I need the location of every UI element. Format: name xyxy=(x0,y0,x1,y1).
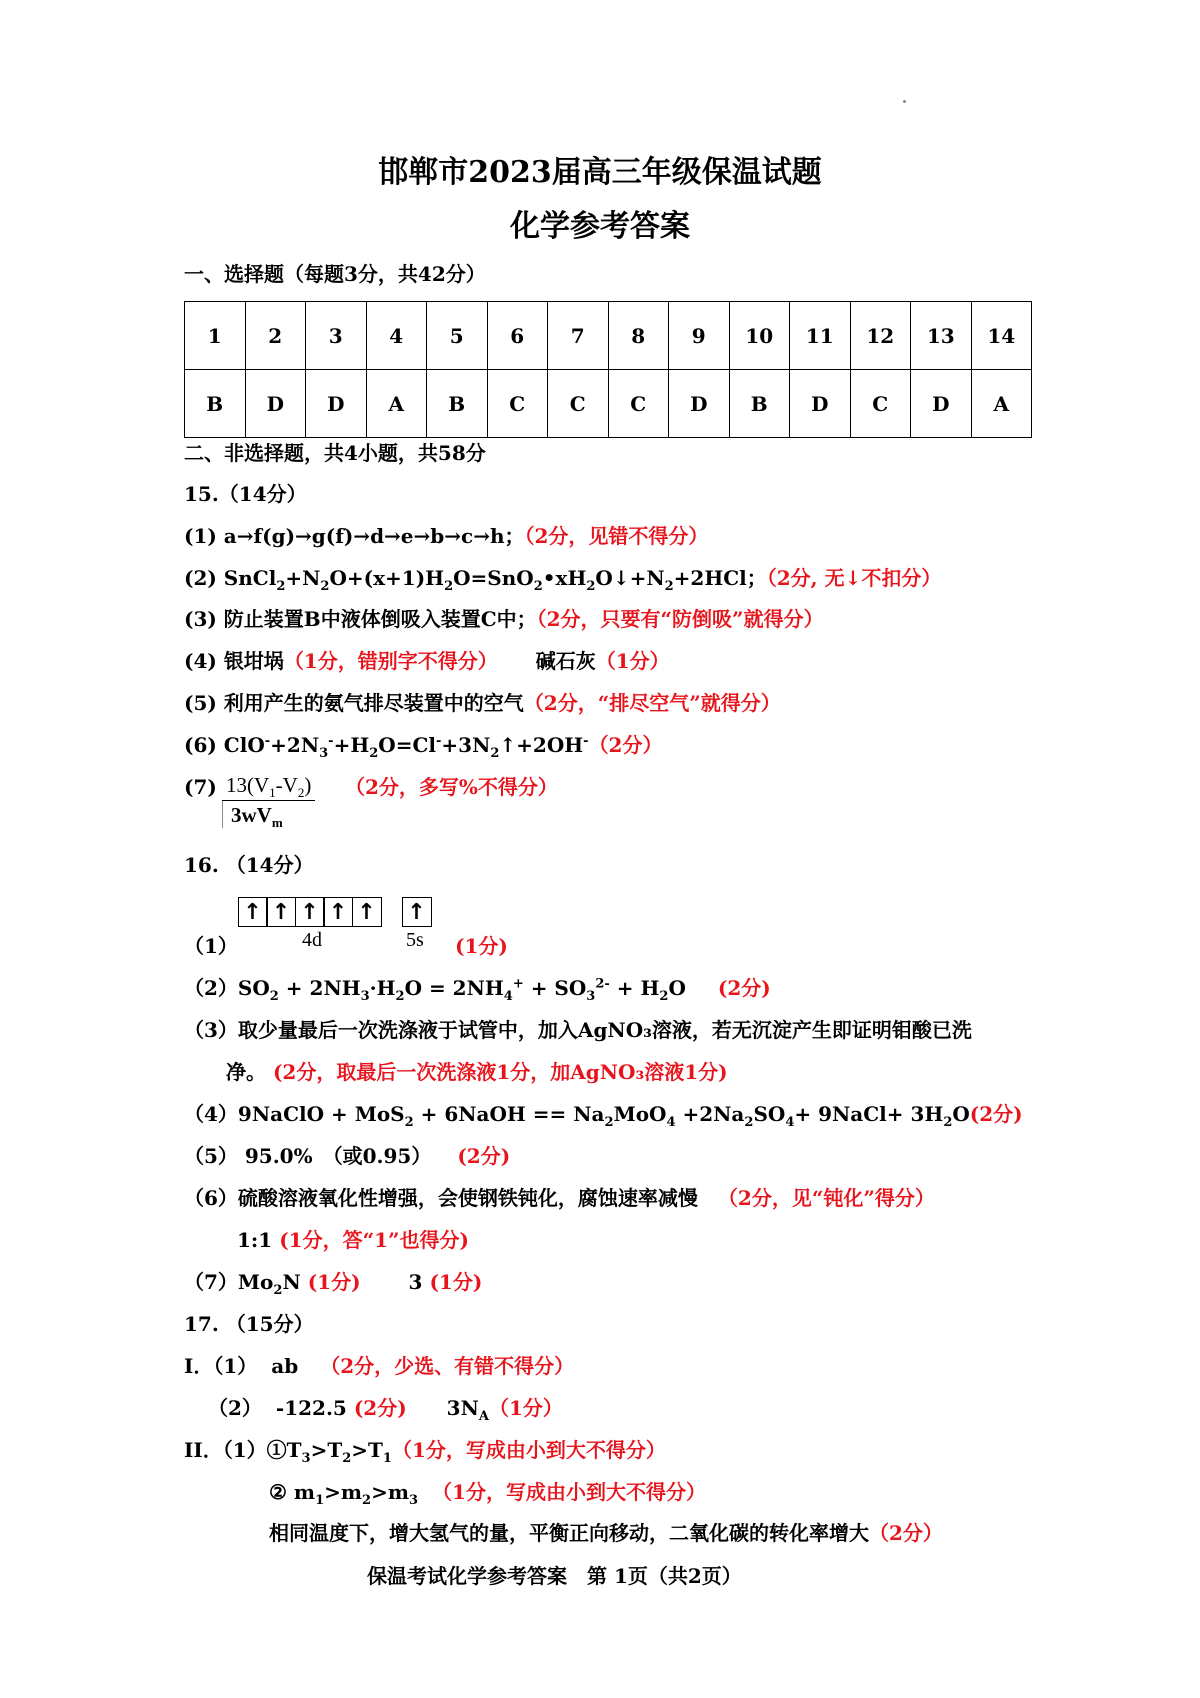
q15-part7-label: (7) xyxy=(184,775,217,799)
orbital-5s xyxy=(403,897,432,927)
q16-part5-note: (2分) xyxy=(457,1144,511,1168)
question-number-cell: 10 xyxy=(729,302,790,370)
orbital-4d-label: 4d xyxy=(302,929,322,951)
q15-part2 xyxy=(184,565,942,594)
q16-part7-note1: (1分) xyxy=(307,1270,361,1294)
orbital-box-arrow: ↑ xyxy=(352,897,382,927)
orbital-box-arrow: ↑ xyxy=(402,897,432,927)
q15-part4-note1: （1分，错别字不得分） xyxy=(283,649,498,673)
q16-part7-text1: $Mo_2N$ xyxy=(237,1270,301,1298)
q17-i1-note: （2分，少选、有错不得分） xyxy=(320,1354,575,1378)
q16-part3-label: （3） xyxy=(184,1018,238,1042)
question-number-cell: 12 xyxy=(850,302,911,370)
q15-part3-note: （2分，只要有“防倒吸”就得分） xyxy=(536,607,824,631)
q17-i1 xyxy=(184,1353,574,1379)
q16-part4-label: （4） xyxy=(184,1102,238,1126)
q15-part4-text2: 碱石灰 xyxy=(535,649,596,673)
q17-i1-text: ab xyxy=(271,1354,299,1378)
q15-part6 xyxy=(184,732,663,761)
q17-i2 xyxy=(208,1395,563,1424)
q17-ii2-note: （1分，写成由小到大不得分） xyxy=(432,1480,706,1504)
q16-part6 xyxy=(184,1185,935,1211)
question-number-cell: 4 xyxy=(366,302,427,370)
question-number-cell: 13 xyxy=(911,302,972,370)
answer-cell: A xyxy=(971,370,1032,438)
formula-numerator: $13(V_1-V_2)$ xyxy=(222,773,315,801)
q15-part6-text: (6) $ClO^-+2N_3^-+H_2O=Cl^-+3N_2↑+2OH^-$ xyxy=(184,733,589,761)
q16-part6b-note: (1分，答“1”也得分) xyxy=(279,1228,469,1252)
q16-part6-label: （6） xyxy=(184,1186,238,1210)
answer-cell: C xyxy=(850,370,911,438)
q15-part3 xyxy=(184,606,824,632)
orbital-4d xyxy=(239,897,382,927)
q15-part5-note: （2分，“排尽空气”就得分） xyxy=(523,691,781,715)
q15-part7-formula xyxy=(222,773,315,831)
orbital-box-arrow: ↑ xyxy=(266,897,296,927)
q16-part2-label: （2） xyxy=(184,976,238,1000)
q17-ii-label: II．（1） xyxy=(184,1438,267,1462)
question-number-cell: 1 xyxy=(185,302,246,370)
q15-part5-text: (5) 利用产生的氨气排尽装置中的空气 xyxy=(184,691,524,715)
q16-part7 xyxy=(184,1269,483,1298)
answer-cell: B xyxy=(427,370,488,438)
question-number-cell: 9 xyxy=(669,302,730,370)
q16-part4-text: 9NaClO + MoS$_2$ + 6NaOH == $Na_2MoO_4 +2Na_2SO_4+$ 9NaCl+ $3H_2O$ xyxy=(237,1102,970,1130)
orbital-5s-label: 5s xyxy=(406,929,424,951)
q15-part4-note2: （1分） xyxy=(595,649,670,673)
answer-cell: D xyxy=(306,370,367,438)
answer-table xyxy=(184,301,1032,438)
q16-part6b-text: 1:1 xyxy=(237,1228,273,1252)
orbital-box-arrow: ↑ xyxy=(295,897,325,927)
q16-part6-text: 硫酸溶液氧化性增强，会使钢铁钝化，腐蚀速率减慢 xyxy=(237,1186,698,1210)
section1-header: 一、选择题（每题3分，共42分） xyxy=(184,262,486,286)
q16-part5-text: 95.0% （或0.95） xyxy=(244,1144,432,1168)
q15-part1 xyxy=(184,523,708,549)
q17-ii1-note: （1分，写成由小到大不得分） xyxy=(391,1438,666,1462)
section2-header: 二、非选择题，共4小题，共58分 xyxy=(184,441,486,465)
q15-part1-note: （2分，见错不得分） xyxy=(524,524,709,548)
question-number-cell: 3 xyxy=(306,302,367,370)
q17-i-label: I．（1） xyxy=(184,1354,258,1378)
answer-cell: B xyxy=(185,370,246,438)
q17-i2-note2: （1分） xyxy=(488,1396,563,1420)
q16-part7-text2: 3 xyxy=(408,1270,423,1294)
q15-part2-note: （2分, 无↓不扣分） xyxy=(766,566,942,590)
table-row-answers xyxy=(185,370,1032,438)
answer-cell: D xyxy=(245,370,306,438)
q15-part3-text: (3) 防止装置B中液体倒吸入装置C中； xyxy=(184,607,537,631)
page-subtitle: 化学参考答案 xyxy=(510,209,690,244)
q15-part4-text1: 银坩埚 xyxy=(223,649,284,673)
q15-part2-text: (2) $SnCl_2+N_2O+(x+1)H_2O=SnO_2•xH_2O↓+N_2+2HCl$； xyxy=(184,566,767,594)
q16-header: 16. （14分） xyxy=(184,853,314,877)
orbital-box-arrow: ↑ xyxy=(323,897,353,927)
answer-cell: D xyxy=(911,370,972,438)
q16-part2 xyxy=(184,975,771,1004)
q16-part7-label: （7） xyxy=(184,1270,238,1294)
q17-ii2-text: ② $m_1>m_2>m_3$ xyxy=(269,1480,419,1508)
answer-cell: C xyxy=(487,370,548,438)
q17-ii3-text: 相同温度下，增大氢气的量，平衡正向移动，二氧化碳的转化率增大 xyxy=(269,1521,869,1545)
answer-cell: D xyxy=(669,370,730,438)
q17-i2-text: -122.5 xyxy=(275,1396,347,1420)
q16-part3-text: 取少量最后一次洗涤液于试管中，加入AgNO₃溶液，若无沉淀产生即证明钼酸已洗 xyxy=(237,1018,972,1042)
q16-part5-label: （5） xyxy=(184,1144,238,1168)
q16-part7-note2: (1分) xyxy=(429,1270,483,1294)
question-number-cell: 8 xyxy=(608,302,669,370)
answer-cell: C xyxy=(548,370,609,438)
formula-denominator: $3wV_m$ xyxy=(222,801,315,828)
q16-part3-text2: 净。 xyxy=(226,1060,266,1084)
q15-part6-note: （2分） xyxy=(588,733,663,757)
question-number-cell: 6 xyxy=(487,302,548,370)
q16-part3 xyxy=(184,1017,972,1043)
q17-ii1 xyxy=(184,1437,666,1466)
question-number-cell: 14 xyxy=(971,302,1032,370)
answer-cell: D xyxy=(790,370,851,438)
q17-i2-note: (2分) xyxy=(353,1396,407,1420)
table-row-numbers xyxy=(185,302,1032,370)
q17-ii3 xyxy=(269,1520,943,1546)
q16-part1-note: (1分) xyxy=(455,934,508,958)
question-number-cell: 11 xyxy=(790,302,851,370)
q16-part4-note: (2分) xyxy=(969,1102,1023,1126)
orbital-box-arrow: ↑ xyxy=(238,897,268,927)
q17-ii2 xyxy=(269,1479,706,1508)
q15-part5 xyxy=(184,690,781,716)
q16-part3-cont xyxy=(226,1059,728,1085)
question-number-cell: 2 xyxy=(245,302,306,370)
q15-header: 15.（14分） xyxy=(184,482,307,506)
q16-part2-note: (2分) xyxy=(717,976,771,1000)
q16-part6b xyxy=(237,1227,469,1253)
q15-part4 xyxy=(184,648,670,674)
page-footer: 保温考试化学参考答案 第 1页（共2页） xyxy=(367,1564,742,1588)
q17-i2-label: （2） xyxy=(208,1396,262,1420)
answer-cell: A xyxy=(366,370,427,438)
question-number-cell: 7 xyxy=(548,302,609,370)
question-number-cell: 5 xyxy=(427,302,488,370)
q15-part4-label: (4) xyxy=(184,649,217,673)
answer-cell: C xyxy=(608,370,669,438)
q17-ii3-note: （2分） xyxy=(869,1521,943,1545)
q16-part2-text: $SO_2 + 2NH_3\cdot H_2O = 2NH_4^+ + SO_3^{2-} + H_2O$ xyxy=(237,976,686,1004)
page-title: 邯郸市2023届高三年级保温试题 xyxy=(378,155,822,190)
q15-part7-note: （2分，多写%不得分） xyxy=(345,775,558,799)
q17-i2-text2: $3N_A$ xyxy=(446,1396,489,1424)
answer-cell: B xyxy=(729,370,790,438)
q16-part6-note: （2分，见“钝化”得分） xyxy=(717,1186,935,1210)
q17-header: 17. （15分） xyxy=(184,1312,314,1336)
q16-part1-label: （1） xyxy=(184,934,238,958)
q15-part1-text: (1) a→f(g)→g(f)→d→e→b→c→h； xyxy=(184,524,525,548)
q17-ii1-text: $①T_3>T_2>T_1$ xyxy=(266,1438,392,1466)
q16-part3-note: (2分，取最后一次洗涤液1分，加AgNO₃溶液1分) xyxy=(272,1060,728,1084)
scan-dot xyxy=(903,100,906,103)
q16-part4 xyxy=(184,1101,1023,1130)
q16-part5 xyxy=(184,1143,510,1169)
